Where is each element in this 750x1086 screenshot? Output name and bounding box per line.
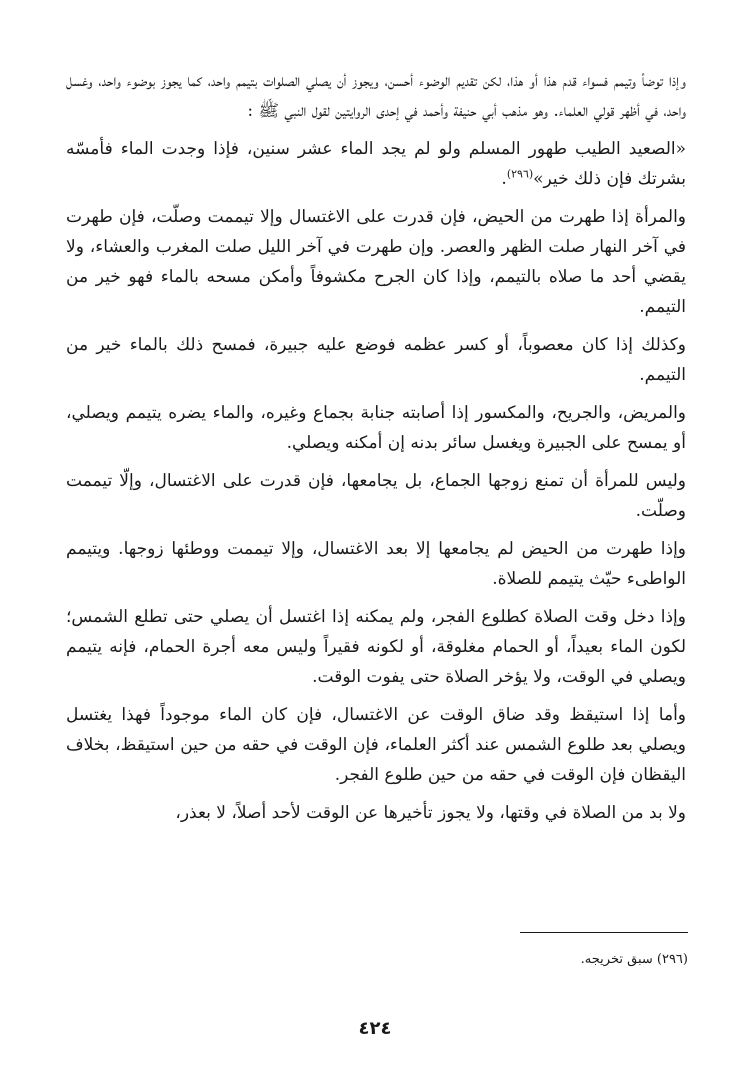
paragraph-hadith-quote: «الصعيد الطيب طهور المسلم ولو لم يجد الماء عشر سنين، فإذا وجدت الماء فأمسّه بشرتك فإن ذلك خير»$^{(٢٩٦)}$. (66, 139, 686, 189)
footnote: (٢٩٦) سبق تخريجه. (580, 952, 688, 967)
paragraph-woke-late: وأما إذا استيقظ وقد ضاق الوقت عن الاغتسال، فإن كان الماء موجوداً فهذا يغتسل ويصلي بعد طلوع الشمس عند أكثر العلماء، فإن الوقت في حقه من حين استيقظ، بخلاف اليقظان فإن الوقت في حقه من حين طلوع الفجر. (66, 705, 686, 785)
footnote-reference: (٢٩٦) (506, 167, 534, 181)
paragraph-sick-and-injured: والمريض، والجريح، والمكسور إذا أصابته جنابة بجماع وغيره، والماء يضره يتيمم ويصلي، أو يمسح على الجبيرة ويغسل سائر بدنه إن أمكنه ويصلي. (66, 403, 686, 453)
hadith-text: «الصعيد الطيب طهور المسلم ولو لم يجد الماء عشر سنين، فإذا وجدت الماء فأمسّه بشرتك فإن ذلك خير» (66, 139, 686, 189)
page-number: ٤٢٤ (358, 1018, 392, 1039)
footnote-divider (520, 932, 688, 933)
paragraph-wife-rights: وليس للمرأة أن تمنع زوجها الجماع، بل يجامعها، فإن قدرت على الاغتسال، وإلّا تيممت وصلّت. (66, 471, 686, 521)
paragraph-ablution-and-tayammum: وإذا توضأ وتيمم فسواء قدم هذا أو هذا، لكن تقديم الوضوء أحسن، ويجوز أن يصلي الصلوات بتيمم واحد، كما يجوز بوضوء واحد، وغسل واحد، في أظهر قولي العلماء. وهو مذهب أبي حنيفة وأحمد في إحدى الروايتين لقول النبي ﷺ : (66, 71, 686, 121)
paragraph-prayer-time-entered: وإذا دخل وقت الصلاة كطلوع الفجر، ولم يمكنه إذا اغتسل أن يصلي حتى تطلع الشمس؛ لكون الماء بعيداً، أو الحمام مغلوقة، أو لكونه فقيراً وليس معه أجرة الحمام، فإنه يتيمم ويصلي في الوقت، ولا يؤخر الصلاة حتى يفوت الوقت. (66, 607, 686, 687)
main-text (66, 66, 686, 836)
paragraph-prayer-on-time: ولا بد من الصلاة في وقتها، ولا يجوز تأخيرها عن الوقت لأحد أصلاً، لا بعذر، (175, 803, 686, 823)
paragraph-bandaged-wound: وكذلك إذا كان معصوباً، أو كسر عظمه فوضع عليه جبيرة، فمسح ذلك بالماء خير من التيمم. (66, 335, 686, 385)
paragraph-after-menstruation-intercourse: وإذا طهرت من الحيض لم يجامعها إلا بعد الاغتسال، وإلا تيممت ووطئها زوجها. ويتيمم الواطىء حيّث يتيمم للصلاة. (66, 539, 686, 589)
paragraph-woman-after-menstruation: والمرأة إذا طهرت من الحيض، فإن قدرت على الاغتسال وإلا تيممت وصلّت، فإن طهرت في آخر النهار صلت الظهر والعصر. وإن طهرت في آخر الليل صلت المغرب والعشاء، ولا يقضي أحد ما صلاه بالتيمم، وإذا كان الجرح مكشوفاً وأمكن مسحه بالماء فهو خير من التيمم. (66, 207, 686, 317)
